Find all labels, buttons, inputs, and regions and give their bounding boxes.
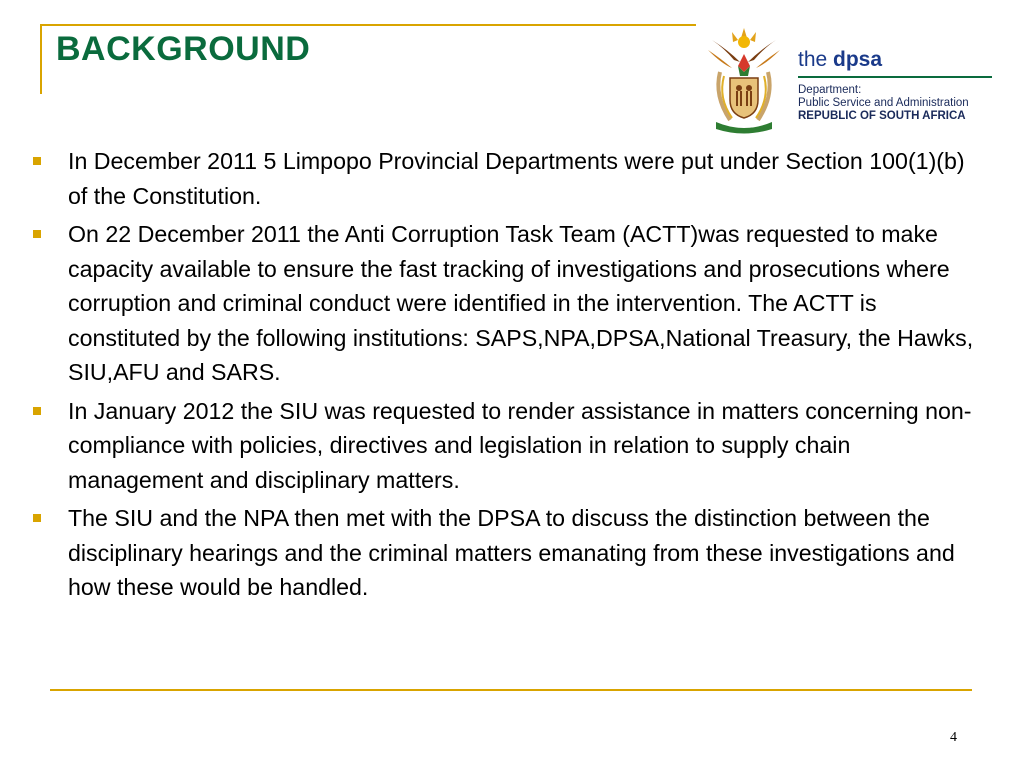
square-bullet-icon [33, 407, 41, 415]
bullet-text: In December 2011 5 Limpopo Provincial Departments were put under Section 100(1)(b) of the Constitution. [68, 148, 965, 209]
page-number: 4 [950, 730, 957, 745]
bullet-list [30, 144, 980, 609]
coat-of-arms-icon [704, 26, 784, 136]
bullet-item [30, 217, 980, 390]
bullet-item [30, 144, 980, 213]
square-bullet-icon [33, 157, 41, 165]
logo-country: REPUBLIC OF SOUTH AFRICA [798, 110, 966, 122]
logo-divider [798, 76, 992, 78]
title-frame-top-rule [40, 24, 696, 26]
dpsa-brand-wordmark [798, 48, 992, 72]
footer-rule [50, 689, 972, 691]
bullet-text: In January 2012 the SIU was requested to render assistance in matters concerning non-compliance with policies, directives and legislation in relation to supply chain management and disciplinary matters. [68, 397, 972, 493]
brand-prefix: the [798, 48, 834, 71]
logo-department-label: Department: [798, 84, 862, 96]
bullet-text: On 22 December 2011 the Anti Corruption Task Team (ACTT)was requested to make capacity available to ensure the fast tracking of investigations and prosecutions where corruption and criminal conduct were identified in the intervention. The ACTT is constituted by the following institutions: SAPS,NPA,DPSA,National Treasury, the Hawks, SIU,AFU and SARS. [68, 221, 974, 385]
bullet-item [30, 501, 980, 605]
slide-title: BACKGROUND [56, 30, 311, 68]
logo-department-name: Public Service and Administration [798, 97, 969, 109]
square-bullet-icon [33, 514, 41, 522]
bullet-text: The SIU and the NPA then met with the DPSA to discuss the distinction between the disciplinary hearings and the criminal matters emanating from these investigations and how these would be handled. [68, 505, 955, 600]
bullet-item [30, 394, 980, 498]
dpsa-logo [798, 48, 992, 123]
square-bullet-icon [33, 230, 41, 238]
brand-bold: dpsa [833, 48, 883, 71]
title-frame-left-rule [40, 24, 42, 94]
